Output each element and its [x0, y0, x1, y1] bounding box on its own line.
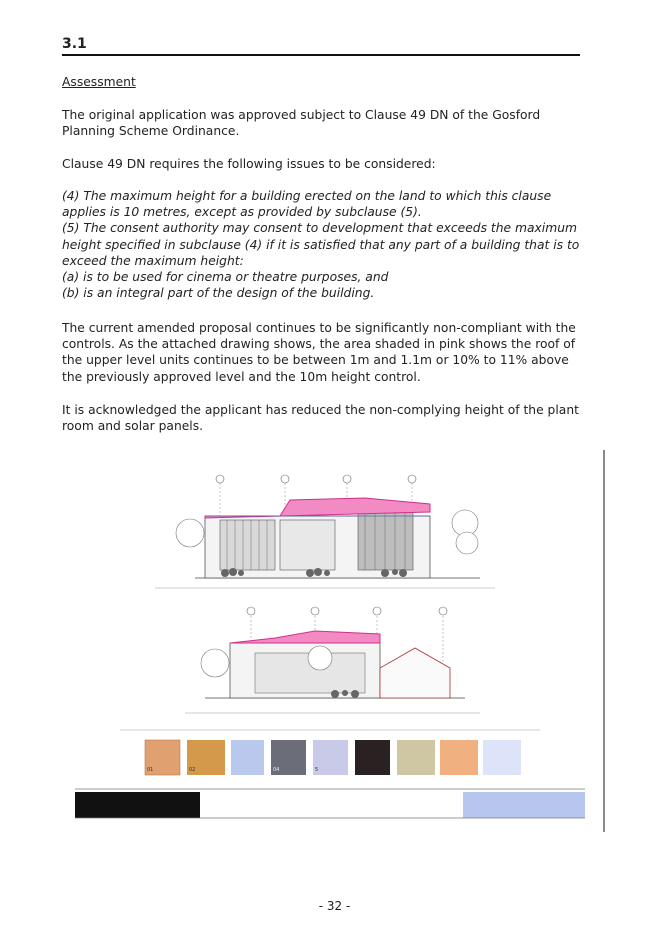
page-number: - 32 -: [318, 899, 351, 913]
swatch-label-02: 02: [189, 767, 196, 773]
paragraph-non-compliance: The current amended proposal continues to be significantly non-compliant with the controls. As the attached drawing shows, the area shaded in pink shows the roof of the upper level units continues to be between 1m and 1.1m or 10% to 11% above the previously approved level and the 10m height control.: [62, 321, 576, 384]
clause-quote: [62, 188, 582, 301]
quote-subclause-5: (5) The consent authority may consent to development that exceeds the maximum height specified in subclause (4) if it is satisfied that any part of a building that is to exceed the maximum height:: [62, 221, 580, 268]
swatch-label-01: 01: [147, 767, 154, 773]
swatch-label-04: 04: [273, 767, 280, 773]
paragraph-original-application: The original application was approved subject to Clause 49 DN of the Gosford Planning Scheme Ordinance.: [62, 108, 541, 139]
quote-subclause-4: (4) The maximum height for a building erected on the land to which this clause applies is 10 metres, except as provided by subclause (5).: [62, 189, 552, 220]
material-swatches: [120, 730, 540, 775]
section-rule: [62, 54, 580, 56]
assessment-heading: Assessment: [62, 75, 136, 89]
elevation-drawing: [65, 448, 605, 833]
quote-item-a: (a) is to be used for cinema or theatre purposes, and: [62, 270, 389, 285]
south-elevation: [185, 607, 480, 713]
north-elevation: [155, 475, 495, 588]
quote-item-b: (b) is an integral part of the design of the building.: [62, 286, 375, 301]
section-number: 3.1: [62, 36, 87, 52]
swatch-label-5: 5: [315, 767, 319, 773]
paragraph-clause-requirements: Clause 49 DN requires the following issues to be considered:: [62, 157, 436, 171]
paragraph-acknowledgement: It is acknowledged the applicant has reduced the non-complying height of the plant room and solar panels.: [62, 403, 579, 434]
